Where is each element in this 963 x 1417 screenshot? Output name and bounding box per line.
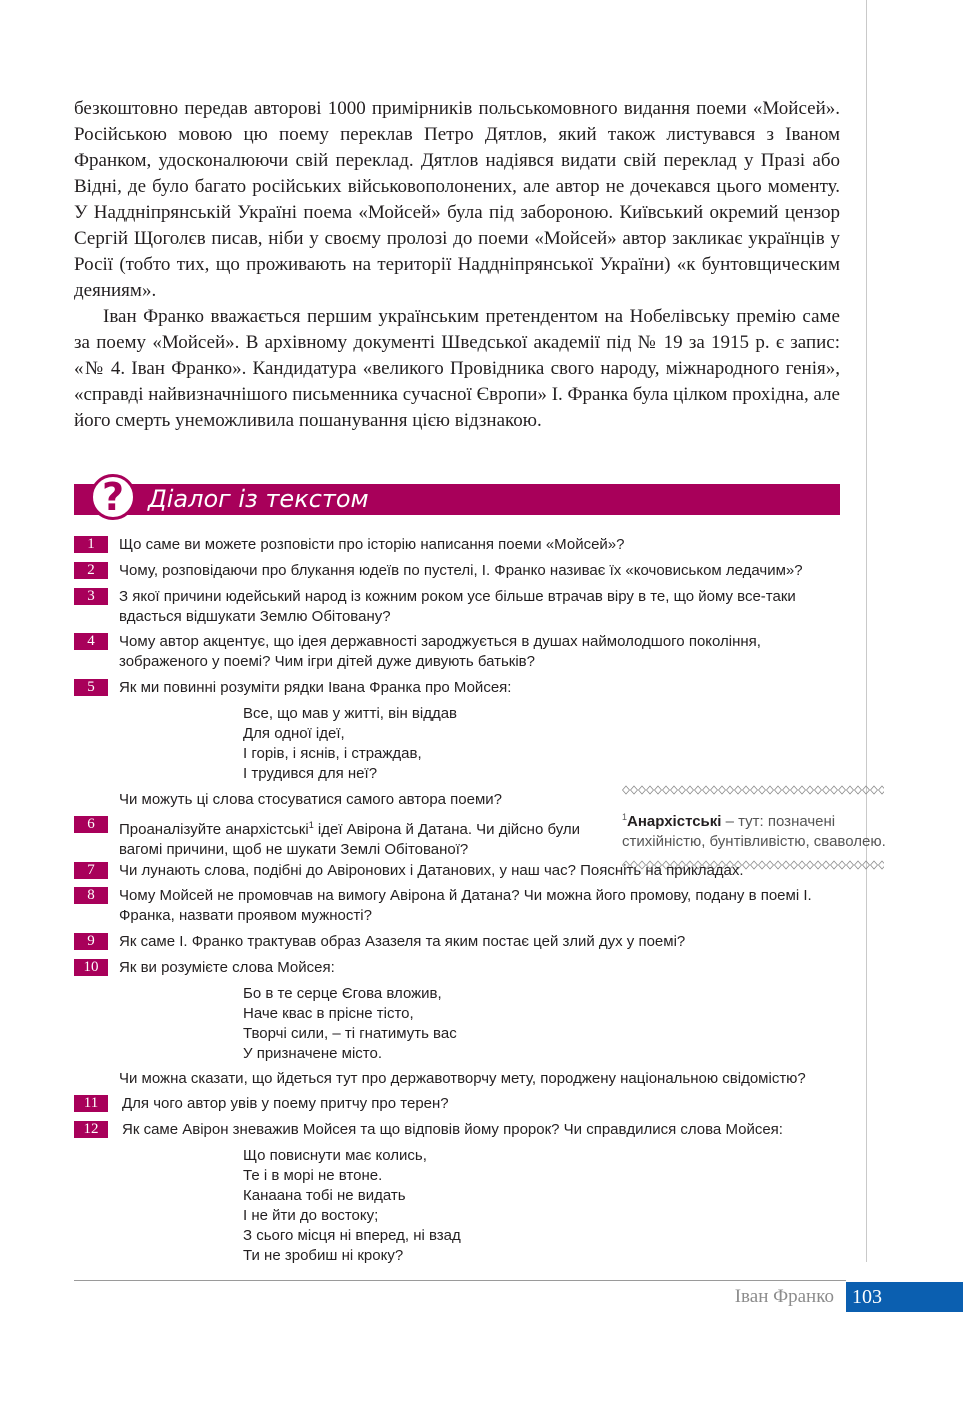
verse-line: Наче квас в прісне тісто,	[243, 1005, 414, 1022]
question-number: 4	[74, 633, 108, 650]
question-number: 8	[74, 887, 108, 904]
question-number: 5	[74, 679, 108, 696]
question-number: 11	[74, 1095, 108, 1112]
question-number: 2	[74, 562, 108, 579]
footer-rule	[74, 1280, 846, 1281]
question-text: Чому Мойсей не промовчав на вимогу Авірона й Датана? Чи можна його промову, подану в поемі І. Франка, назвати проявом мужності?	[119, 887, 812, 924]
question-text: Чому автор акцентує, що ідея державності зароджується в душах наймолодшого покоління, зображеного у поемі? Чим ігри дітей дуже дивують батьків?	[119, 633, 761, 670]
verse-quote	[243, 1146, 461, 1266]
question-text: Чи лунають слова, подібні до Авіронових і Датанових, у наш час? Поясніть на прикладах.	[119, 862, 744, 879]
question-text: Як саме І. Франко трактував образ Азазеля та яким постає цей злий дух у поемі?	[119, 933, 686, 950]
verse-line: Те і в морі не втоне.	[243, 1167, 383, 1184]
question-text-part: Проаналізуйте анархістські	[119, 821, 309, 838]
page-number	[846, 1282, 963, 1312]
question-number: 7	[74, 862, 108, 879]
paragraph: Іван Франко вважається першим українським претендентом на Нобелівську премію саме за поему «Мойсей». В архівному документі Шведської академії під № 19 за 1915 р. є запис: «№ 4. Іван Франко». Кандидатура «великого Провідника свого народу, міжнародного генія», «справді найвизначнішого письменника сучасної Європи» І. Франка була цілком прохідна, але його смерть унеможливила пошанування цією відзнакою.	[74, 306, 840, 431]
question-glyph: ?	[101, 475, 125, 519]
paragraph: безкоштовно передав авторові 1000 примірників польськомовного видання поеми «Мойсей». Російською мовою цю поему переклав Петро Дятлов, який також листувався з Іваном Франком, удосконалюючи свій переклад. Дятлов надіявся видати свій переклад у Празі або Відні, де було багато російських військовополонених, але автор не дочекався цього моменту. У Наддніпрянській Україні поема «Мойсей» була під забороною. Київський окремий цензор Сергій Щоголєв писав, ніби у своєму пролозі до поеми «Мойсей» автор закликає українців у Росії (тобто тих, що проживають на території Наддніпрянської України) «к бунтовщическим деяниям».	[74, 98, 840, 301]
verse-line: І горів, і яснів, і страждав,	[243, 745, 422, 762]
verse-line: І не йти до востоку;	[243, 1207, 379, 1224]
verse-line: Що повиснути має колись,	[243, 1147, 427, 1164]
verse-line: Для одної ідеї,	[243, 725, 345, 742]
question-text: Для чого автор увів у поему притчу про терен?	[122, 1095, 449, 1112]
verse-quote	[243, 984, 457, 1064]
question-text	[119, 815, 605, 860]
verse-line: Творчі сили, – ті гнатимуть вас	[243, 1025, 457, 1042]
footnote-term: Анархістські	[627, 813, 722, 830]
footnote-ref: 1	[308, 820, 314, 830]
question-text: Чому, розповідаючи про блукання юдеїв по пустелі, І. Франко називає їх «кочовиськом ледачим»?	[119, 562, 803, 579]
question-text: Як ми повинні розуміти рядки Івана Франка про Мойсея:	[119, 679, 512, 696]
diamond-border-top	[622, 785, 884, 795]
question-text: Як ви розумієте слова Мойсея:	[119, 959, 335, 976]
question-text: З якої причини юдейський народ із кожним роком усе більше втрачав віру в те, що йому все-таки вдасться відшукати Землю Обітовану?	[119, 588, 796, 625]
footnote-marker: 1	[622, 812, 628, 822]
question-number: 12	[74, 1121, 108, 1138]
body-text	[74, 96, 840, 434]
verse-line: І трудився для неї?	[243, 765, 378, 782]
footnote-definition: – тут: позначені стихійністю, бунтівливістю, сваволею.	[622, 813, 886, 850]
question-number: 6	[74, 816, 108, 833]
question-followup: Чи можна сказати, що йдеться тут про державотворчу мету, породжену національною свідомістю?	[119, 1070, 806, 1087]
verse-line: Ти не зробиш ні кроку?	[243, 1247, 404, 1264]
verse-line: Бо в те серце Єгова вложив,	[243, 985, 442, 1002]
verse-line: У призначене місто.	[243, 1045, 383, 1062]
margin-rule	[866, 0, 867, 1262]
verse-line: Все, що мав у житті, він віддав	[243, 705, 458, 722]
verse-quote	[243, 704, 457, 784]
question-text: Що саме ви можете розповісти про історію написання поеми «Мойсей»?	[119, 536, 625, 553]
running-footer-author: Іван Франко	[734, 1286, 834, 1307]
question-number: 9	[74, 933, 108, 950]
question-number: 3	[74, 588, 108, 605]
footnote-text	[622, 801, 890, 856]
question-followup: Чи можуть ці слова стосуватися самого автора поеми?	[119, 791, 503, 808]
question-mark-icon	[90, 474, 136, 520]
question-number: 10	[74, 959, 108, 976]
question-number: 1	[74, 536, 108, 553]
question-text: Як саме Авірон зневажив Мойсея та що відповів йому пророк? Чи справдилися слова Мойсея:	[122, 1121, 783, 1138]
section-banner	[74, 484, 840, 515]
section-title: Діалог із текстом	[148, 485, 369, 513]
verse-line: Канаана тобі не видать	[243, 1187, 406, 1204]
page-number-text: 103	[852, 1286, 882, 1308]
question-text-part: ідеї Авірона й Датана. Чи дійсно були вагомі причини, щоб не шукати Землі Обітованої?	[119, 821, 581, 858]
verse-line: З сього місця ні вперед, ні взад	[243, 1227, 461, 1244]
